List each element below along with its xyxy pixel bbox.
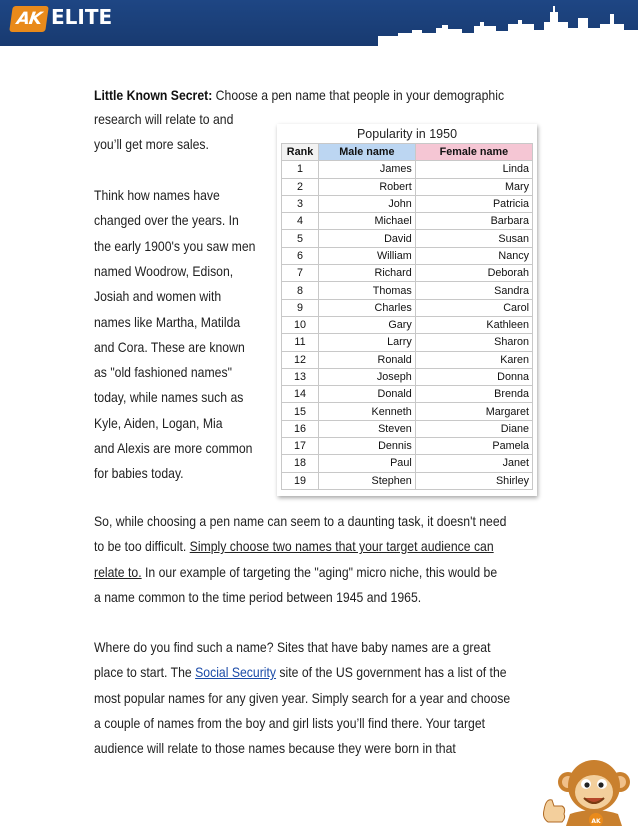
social-security-link[interactable]: Social Security — [195, 665, 277, 680]
lead-line-1 — [94, 83, 504, 109]
male-name-cell: Charles — [319, 299, 416, 316]
table-row — [282, 420, 533, 437]
male-name-cell: Donald — [319, 386, 416, 403]
table-row — [282, 247, 533, 264]
male-name-cell: Steven — [319, 420, 416, 437]
male-name-cell: Joseph — [319, 368, 416, 385]
female-name-cell: Karen — [415, 351, 532, 368]
left-column-line-9: today, while names such as — [94, 390, 244, 406]
para3-line-1: Where do you find such a name? Sites that have baby names are a great — [94, 640, 491, 655]
lead-line-2: research will relate to and — [94, 112, 234, 127]
rank-cell: 6 — [282, 247, 319, 264]
table-row — [282, 351, 533, 368]
table-row — [282, 472, 533, 489]
city-skyline-graphic — [378, 0, 638, 46]
rank-cell: 2 — [282, 178, 319, 195]
para3-line-2-rest: site of the US government has a list of the — [276, 665, 507, 680]
male-name-cell: James — [319, 161, 416, 178]
rank-cell: 5 — [282, 230, 319, 247]
table-row — [282, 438, 533, 455]
lead-line-1-rest: Choose a pen name that people in your demographic — [212, 88, 505, 103]
header-male-name: Male name — [319, 144, 416, 161]
male-name-cell: Ronald — [319, 351, 416, 368]
para2-line-2-pre: to be too difficult. — [94, 539, 190, 554]
rank-cell: 18 — [282, 455, 319, 472]
popularity-table — [281, 143, 533, 490]
rank-cell: 3 — [282, 195, 319, 212]
rank-cell: 9 — [282, 299, 319, 316]
male-name-cell: Gary — [319, 316, 416, 333]
female-name-cell: Donna — [415, 368, 532, 385]
female-name-cell: Kathleen — [415, 316, 532, 333]
male-name-cell: Stephen — [319, 472, 416, 489]
rank-cell: 15 — [282, 403, 319, 420]
para3-line-5: audience will relate to those names because they were born in that — [94, 741, 456, 756]
para2-underlined-1: Simply choose two names that your target audience can — [189, 539, 494, 554]
left-column-line-3: the early 1900's you saw men — [94, 238, 256, 254]
left-column-line-2: changed over the years. In — [94, 213, 239, 229]
female-name-cell: Shirley — [415, 472, 532, 489]
rank-cell: 4 — [282, 213, 319, 230]
female-name-cell: Margaret — [415, 403, 532, 420]
rank-cell: 17 — [282, 438, 319, 455]
para3-line-3: most popular names for any given year. Simply search for a year and choose — [94, 691, 511, 706]
table-body — [282, 161, 533, 490]
male-name-cell: Kenneth — [319, 403, 416, 420]
female-name-cell: Diane — [415, 420, 532, 437]
left-column-line-11: and Alexis are more common — [94, 441, 253, 456]
left-column-line-4: named Woodrow, Edison, — [94, 263, 234, 279]
male-name-cell: Robert — [319, 178, 416, 195]
male-name-cell: John — [319, 195, 416, 212]
male-name-cell: Paul — [319, 455, 416, 472]
male-name-cell: William — [319, 247, 416, 264]
female-name-cell: Sharon — [415, 334, 532, 351]
table-row — [282, 386, 533, 403]
para2-line-2 — [94, 534, 494, 560]
male-name-cell: Michael — [319, 213, 416, 230]
table-row — [282, 161, 533, 178]
female-name-cell: Barbara — [415, 213, 532, 230]
table-row — [282, 334, 533, 351]
rank-cell: 19 — [282, 472, 319, 489]
female-name-cell: Sandra — [415, 282, 532, 299]
para2-line-1: So, while choosing a pen name can seem to a daunting task, it doesn't need — [94, 514, 507, 529]
rank-cell: 8 — [282, 282, 319, 299]
logo-mark-text: AK — [15, 9, 43, 29]
male-name-cell: Larry — [319, 334, 416, 351]
table-row — [282, 299, 533, 316]
left-column-line-5: Josiah and women with — [94, 289, 222, 305]
popularity-table-figure — [277, 124, 537, 496]
header-female-name: Female name — [415, 144, 532, 161]
left-column-line-10: Kyle, Aiden, Logan, Mia — [94, 415, 223, 431]
male-name-cell: Dennis — [319, 438, 416, 455]
left-column-line-12: for babies today. — [94, 466, 184, 482]
rank-cell: 1 — [282, 161, 319, 178]
rank-cell: 14 — [282, 386, 319, 403]
rank-cell: 13 — [282, 368, 319, 385]
para3-line-2-pre: place to start. The — [94, 665, 196, 680]
table-row — [282, 213, 533, 230]
lead-line-3: you’ll get more sales. — [94, 137, 209, 152]
table-row — [282, 178, 533, 195]
para3-line-2 — [94, 660, 507, 686]
logo-text: ELITE — [51, 5, 113, 29]
table-row — [282, 265, 533, 282]
logo-mark — [9, 6, 49, 32]
monkey-mascot-icon — [538, 748, 638, 826]
table-title: Popularity in 1950 — [356, 127, 458, 141]
left-column-line-1: Think how names have — [94, 188, 220, 203]
para2-line-3 — [94, 560, 497, 586]
female-name-cell: Nancy — [415, 247, 532, 264]
male-name-cell: David — [319, 230, 416, 247]
female-name-cell: Deborah — [415, 265, 532, 282]
rank-cell: 7 — [282, 265, 319, 282]
female-name-cell: Janet — [415, 455, 532, 472]
female-name-cell: Brenda — [415, 386, 532, 403]
para2-underlined-2: relate to. — [94, 565, 142, 580]
female-name-cell: Carol — [415, 299, 532, 316]
rank-cell: 16 — [282, 420, 319, 437]
left-column-line-7: and Cora. These are known — [94, 339, 245, 355]
table-row — [282, 403, 533, 420]
para2-line-3-rest: In our example of targeting the "aging" micro niche, this would be — [141, 565, 498, 580]
table-row — [282, 230, 533, 247]
female-name-cell: Linda — [415, 161, 532, 178]
left-column-line-6: names like Martha, Matilda — [94, 314, 241, 330]
para3-line-4: a couple of names from the boy and girl lists you’ll find there. Your target — [94, 716, 486, 731]
left-column-line-8: as "old fashioned names" — [94, 365, 232, 381]
female-name-cell: Patricia — [415, 195, 532, 212]
female-name-cell: Mary — [415, 178, 532, 195]
table-row — [282, 316, 533, 333]
table-header-row — [282, 144, 533, 161]
mascot-badge-text: AK — [591, 818, 601, 825]
rank-cell: 10 — [282, 316, 319, 333]
male-name-cell: Thomas — [319, 282, 416, 299]
table-row — [282, 368, 533, 385]
table-row — [282, 455, 533, 472]
female-name-cell: Pamela — [415, 438, 532, 455]
female-name-cell: Susan — [415, 230, 532, 247]
table-row — [282, 195, 533, 212]
header-banner — [0, 0, 638, 46]
rank-cell: 11 — [282, 334, 319, 351]
header-rank: Rank — [282, 144, 319, 161]
para2-line-4: a name common to the time period between 1945 and 1965. — [94, 590, 422, 605]
lead-bold: Little Known Secret: — [94, 88, 213, 103]
table-row — [282, 282, 533, 299]
male-name-cell: Richard — [319, 265, 416, 282]
rank-cell: 12 — [282, 351, 319, 368]
